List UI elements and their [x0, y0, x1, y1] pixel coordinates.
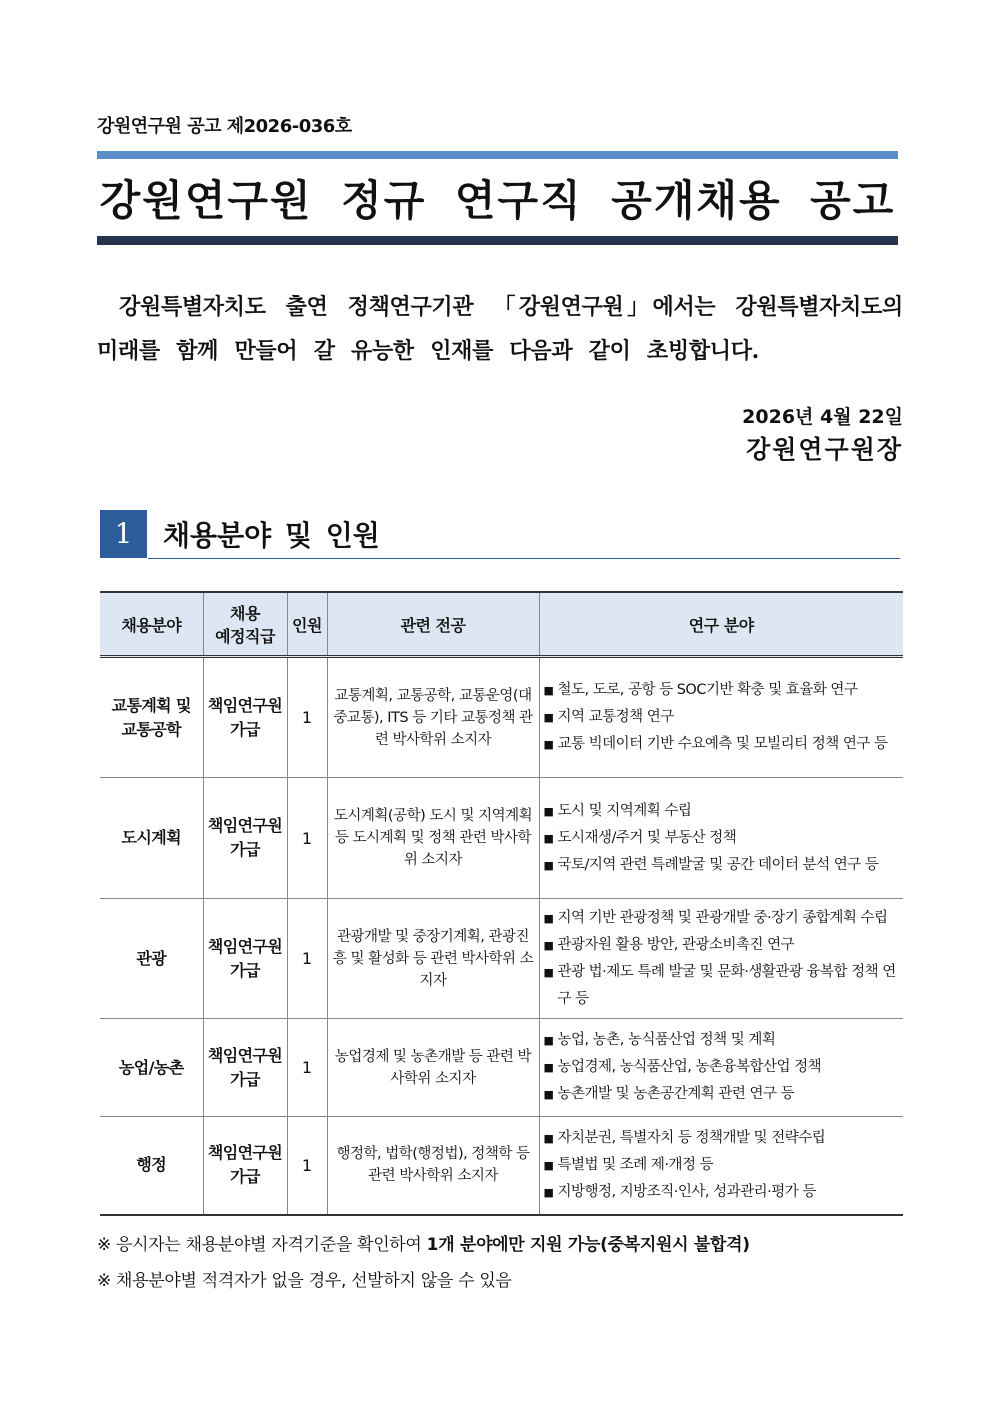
bullet-icon: ■: [543, 1088, 554, 1101]
recruitment-table: [100, 591, 903, 1216]
list-item: ■ 관광 법·제도 특례 발굴 및 문화·생활관광 융복합 정책 연구 등: [544, 959, 900, 1013]
notice-date: 2026년 4월 22일: [742, 406, 903, 428]
count-cell: 1: [287, 1019, 327, 1117]
bullet-icon: ■: [543, 1131, 554, 1145]
bullet-icon: ■: [543, 938, 554, 952]
grade-line1: 책임연구원: [207, 1045, 283, 1065]
table-row: [100, 778, 903, 899]
header-field: 채용분야: [100, 592, 203, 657]
grade-line1: 책임연구원: [207, 1143, 283, 1163]
list-item: ■ 자치분권, 특별자치 등 정책개발 및 전략수립: [544, 1125, 900, 1152]
areas-cell: [539, 778, 903, 899]
grade-line1: 책임연구원: [207, 695, 283, 715]
header-count: 인원: [287, 592, 327, 657]
list-item: ■ 도시재생/주거 및 부동산 정책: [544, 825, 900, 852]
list-item: ■ 농업, 농촌, 농식품산업 정책 및 계획: [544, 1027, 900, 1054]
header-grade-line2: 예정직급: [215, 627, 275, 646]
page-title: 강원연구원 정규 연구직 공개채용 공고: [99, 176, 896, 225]
field-cell: [100, 1117, 203, 1215]
major-cell: 농업경제 및 농촌개발 등 관련 박사학위 소지자: [327, 1019, 539, 1117]
field-line1: 관광: [136, 948, 167, 968]
major-cell: 교통계획, 교통공학, 교통운영(대중교통), ITS 등 기타 교통정책 관련 박사학위 소지자: [327, 657, 539, 778]
grade-line1: 책임연구원: [207, 936, 283, 956]
field-line1: 도시계획: [121, 828, 181, 847]
field-cell: [100, 657, 203, 778]
grade-cell: [203, 778, 287, 899]
signer: 강원연구원장: [746, 435, 903, 464]
list-item: ■ 도시 및 지역계획 수립: [544, 798, 900, 825]
field-cell: [100, 899, 203, 1019]
table-row: [100, 1117, 903, 1215]
areas-cell: [539, 1019, 903, 1117]
count-cell: 1: [287, 899, 327, 1019]
bullet-icon: ■: [543, 684, 554, 697]
list-item: ■ 지방행정, 지방조직·인사, 성과관리·평가 등: [544, 1179, 900, 1206]
grade-line2: 가급: [230, 840, 260, 859]
header-areas: 연구 분야: [539, 592, 903, 657]
field-line1: 교통계획 및: [111, 695, 191, 715]
table-row: [100, 657, 903, 778]
list-item: ■ 철도, 도로, 공항 등 SOC기반 확충 및 효율화 연구: [544, 677, 900, 704]
grade-cell: [203, 899, 287, 1019]
major-cell: 행정학, 법학(행정법), 정책학 등 관련 박사학위 소지자: [327, 1117, 539, 1215]
list-item: ■ 지역 교통정책 연구: [544, 704, 900, 731]
note1-prefix: ※ 응시자는 채용분야별 자격기준을 확인하여: [97, 1235, 427, 1255]
section-underline: [148, 558, 900, 559]
list-item: ■ 국토/지역 관련 특례발굴 및 공간 데이터 분석 연구 등: [544, 852, 900, 879]
list-item: ■ 농촌개발 및 농촌공간계획 관련 연구 등: [544, 1081, 900, 1108]
grade-line2: 가급: [230, 1167, 260, 1187]
field-line1: 농업/농촌: [118, 1057, 184, 1077]
count-cell: 1: [287, 1117, 327, 1215]
note-single-application: [97, 1230, 750, 1255]
list-item: ■ 관광자원 활용 방안, 관광소비촉진 연구: [544, 932, 900, 959]
field-cell: [100, 778, 203, 899]
section-title: 채용분야 및 인원: [163, 519, 380, 552]
table-row: [100, 1019, 903, 1117]
bullet-icon: ■: [543, 1158, 554, 1172]
list-item: ■ 지역 기반 관광정책 및 관광개발 중·장기 종합계획 수립: [544, 905, 900, 932]
bullet-icon: ■: [543, 911, 554, 925]
areas-cell: [539, 1117, 903, 1215]
grade-cell: [203, 657, 287, 778]
count-cell: 1: [287, 657, 327, 778]
notice-number: 강원연구원 공고 제2026-036호: [97, 116, 352, 137]
field-cell: [100, 1019, 203, 1117]
field-line1: 행정: [136, 1155, 167, 1175]
note-no-qualified: ※ 채용분야별 적격자가 없을 경우, 선발하지 않을 수 있음: [97, 1271, 512, 1291]
bullet-icon: ■: [543, 1061, 554, 1074]
bullet-icon: ■: [543, 1034, 554, 1047]
major-cell: 관광개발 및 중장기계획, 관광진흥 및 활성화 등 관련 박사학위 소지자: [327, 899, 539, 1019]
header-major: 관련 전공: [327, 592, 539, 657]
title-bottom-bar: [97, 236, 898, 245]
bullet-icon: ■: [543, 711, 554, 724]
bullet-icon: ■: [543, 804, 554, 818]
grade-cell: [203, 1117, 287, 1215]
note1-emphasis: 1개 분야에만 지원 가능(중복지원시 불합격): [426, 1235, 750, 1255]
areas-cell: [539, 899, 903, 1019]
areas-cell: [539, 657, 903, 778]
bullet-icon: ■: [543, 831, 554, 845]
count-cell: 1: [287, 778, 327, 899]
grade-cell: [203, 1019, 287, 1117]
bullet-icon: ■: [543, 858, 554, 872]
intro-paragraph: 강원특별자치도 출연 정책연구기관 「강원연구원」에서는 강원특별자치도의 미래를 함께 만들어 갈 유능한 인재를 다음과 같이 초빙합니다.: [97, 294, 903, 364]
major-cell: 도시계획(공학) 도시 및 지역계획 등 도시계획 및 정책 관련 박사학위 소지자: [327, 778, 539, 899]
grade-line1: 책임연구원: [207, 816, 283, 835]
title-top-bar: [97, 151, 898, 159]
bullet-icon: ■: [543, 1185, 554, 1199]
list-item: ■ 특별법 및 조례 제·개정 등: [544, 1152, 900, 1179]
table-row: [100, 899, 903, 1019]
bullet-icon: ■: [543, 965, 554, 979]
list-item: ■ 농업경제, 농식품산업, 농촌융복합산업 정책: [544, 1054, 900, 1081]
header-grade: [203, 592, 287, 657]
header-grade-line1: 채용: [230, 604, 260, 623]
list-item: ■ 교통 빅데이터 기반 수요예측 및 모빌리티 정책 연구 등: [544, 731, 900, 758]
grade-line2: 가급: [230, 719, 260, 739]
grade-line2: 가급: [230, 1069, 260, 1089]
grade-line2: 가급: [230, 960, 260, 980]
bullet-icon: ■: [543, 738, 554, 751]
field-line2: 교통공학: [121, 719, 181, 739]
table-header-row: [100, 592, 903, 657]
section-number-badge: 1: [100, 510, 147, 558]
